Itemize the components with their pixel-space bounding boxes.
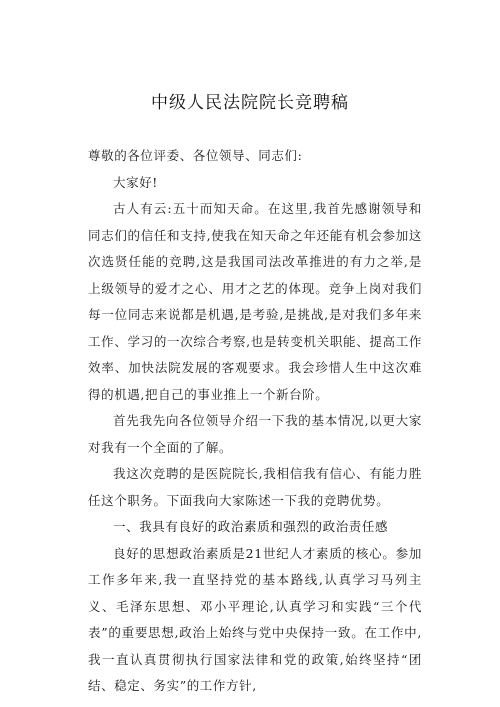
- section-heading-1: 一、我具有良好的政治素质和强烈的政治责任感: [113, 519, 389, 534]
- paragraph-position: 我这次竞聘的是医院院长,我相信我有信心、有能力胜任这个职务。下面我向大家陈述一下我的竞聘优势。: [88, 466, 422, 508]
- document-title: 中级人民法院院长竞聘稿: [151, 93, 349, 113]
- paragraph-section-1: 良好的思想政治素质是21世纪人才素质的核心。参加工作多年来,我一直坚持党的基本路线,认真学习马列主义、毛泽东思想、邓小平理论,认真学习和实践“三个代表”的重要思想,政治上始终与党中央保持一致。在工作中,我一直认真贯彻执行国家法律和党的政策,始终坚持“团结、稳定、务实”的工作方针,: [88, 545, 422, 693]
- salutation: 尊敬的各位评委、各位领导、同志们:: [88, 148, 303, 163]
- paragraph-basic-info: 首先我先向各位领导介绍一下我的基本情况,以更大家对我有一个全面的了解。: [88, 413, 422, 455]
- paragraph-intro: 古人有云:五十而知天命。在这里,我首先感谢领导和同志们的信任和支持,使我在知天命之年还能有机会参加这次选贤任能的竞聘,这是我国司法改革推进的有力之举,是上级领导的爱才之心、用才之艺的体现。竞争上岗对我们每一位同志来说都是机遇,是考验,是挑战,是对我们多年来工作、学习的一次综合考察,也是转变机关职能、提高工作效率、加快法院发展的客观要求。我会珍惜人生中这次难得的机遇,把自己的事业推上一个新台阶。: [88, 201, 422, 402]
- document-body: [88, 143, 422, 700]
- greeting: 大家好!: [113, 174, 158, 190]
